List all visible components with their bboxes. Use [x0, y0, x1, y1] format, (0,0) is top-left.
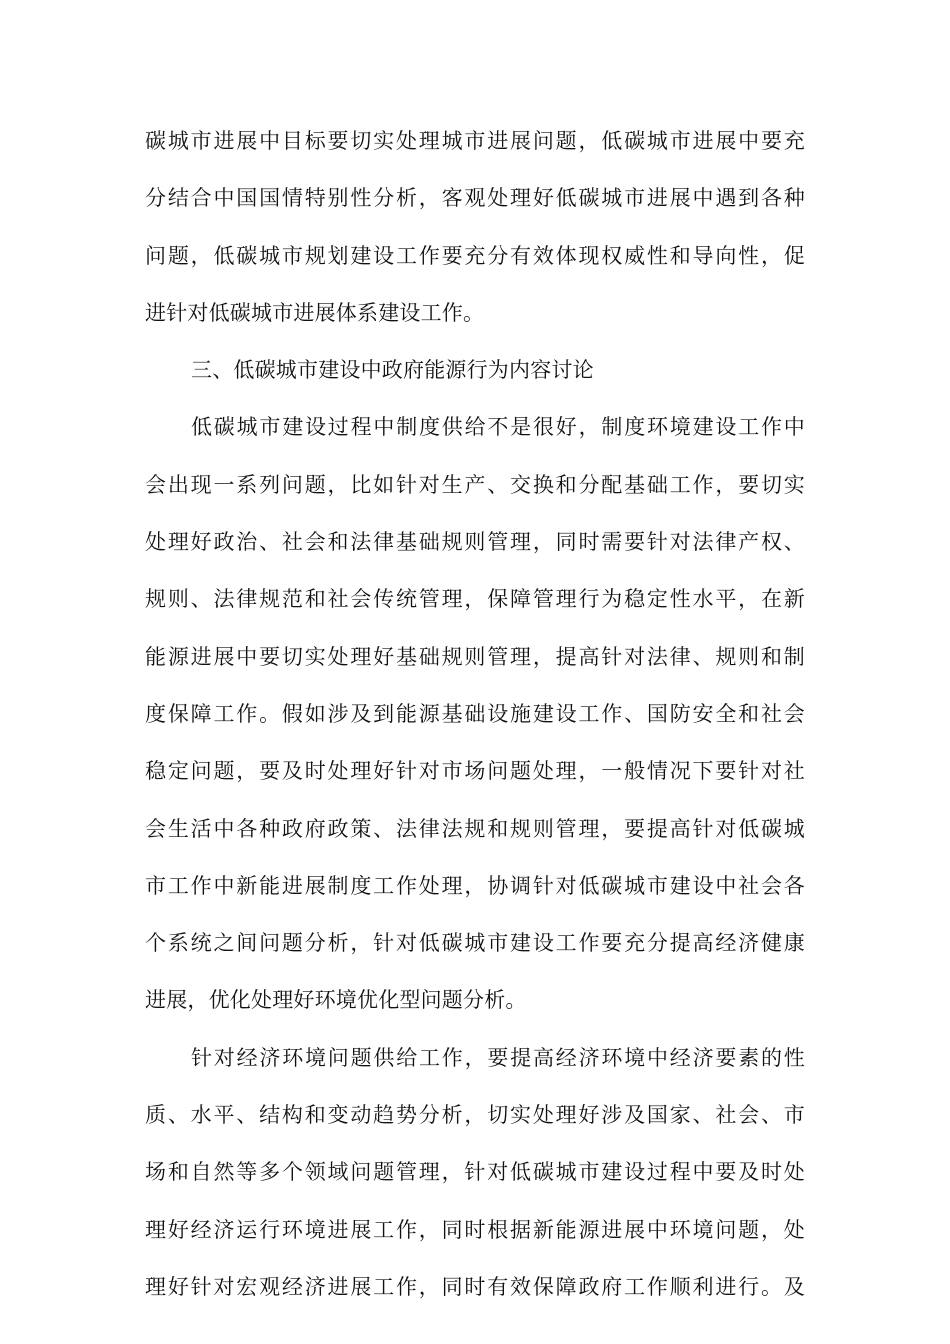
text-line: 碳城市进展中目标要切实处理城市进展问题，低碳城市进展中要充 [145, 129, 805, 153]
text-line: 能源进展中要切实处理好基础规则管理，提高针对法律、规则和制 [145, 644, 805, 669]
section-heading: 三、低碳城市建设中政府能源行为内容讨论 [191, 358, 594, 383]
text-line: 进针对低碳城市进展体系建设工作。 [145, 300, 485, 325]
text-line: 市工作中新能进展制度工作处理，协调针对低碳城市建设中社会各 [145, 873, 805, 898]
text-line: 稳定问题，要及时处理好针对市场问题处理，一般情况下要针对社 [145, 759, 805, 784]
text-line: 会生活中各种政府政策、法律法规和规则管理，要提高针对低碳城 [145, 816, 805, 841]
text-line: 度保障工作。假如涉及到能源基础设施建设工作、国防安全和社会 [145, 701, 805, 726]
text-line: 问题，低碳城市规划建设工作要充分有效体现权威性和导向性，促 [145, 243, 805, 268]
text-line: 低碳城市建设过程中制度供给不是很好，制度环境建设工作中 [191, 415, 805, 440]
text-line: 规则、法律规范和社会传统管理，保障管理行为稳定性水平，在新 [145, 587, 805, 612]
text-line: 会出现一系列问题，比如针对生产、交换和分配基础工作，要切实 [145, 472, 805, 497]
text-line: 处理好政治、社会和法律基础规则管理，同时需要针对法律产权、 [145, 530, 805, 555]
body-text [145, 113, 805, 1316]
text-line: 场和自然等多个领域问题管理，针对低碳城市建设过程中要及时处 [145, 1160, 805, 1185]
text-line: 理好针对宏观经济进展工作，同时有效保障政府工作顺利进行。及 [145, 1274, 805, 1299]
text-line: 理好经济运行环境进展工作，同时根据新能源进展中环境问题，处 [145, 1217, 805, 1242]
text-line: 分结合中国国情特别性分析，客观处理好低碳城市进展中遇到各种 [145, 186, 805, 211]
text-line: 针对经济环境问题供给工作，要提高经济环境中经济要素的性 [191, 1045, 805, 1070]
text-line: 进展，优化处理好环境优化型问题分析。 [145, 988, 527, 1013]
text-line: 质、水平、结构和变动趋势分析，切实处理好涉及国家、社会、市 [145, 1103, 805, 1128]
text-line: 个系统之间问题分析，针对低碳城市建设工作要充分提高经济健康 [145, 931, 805, 956]
